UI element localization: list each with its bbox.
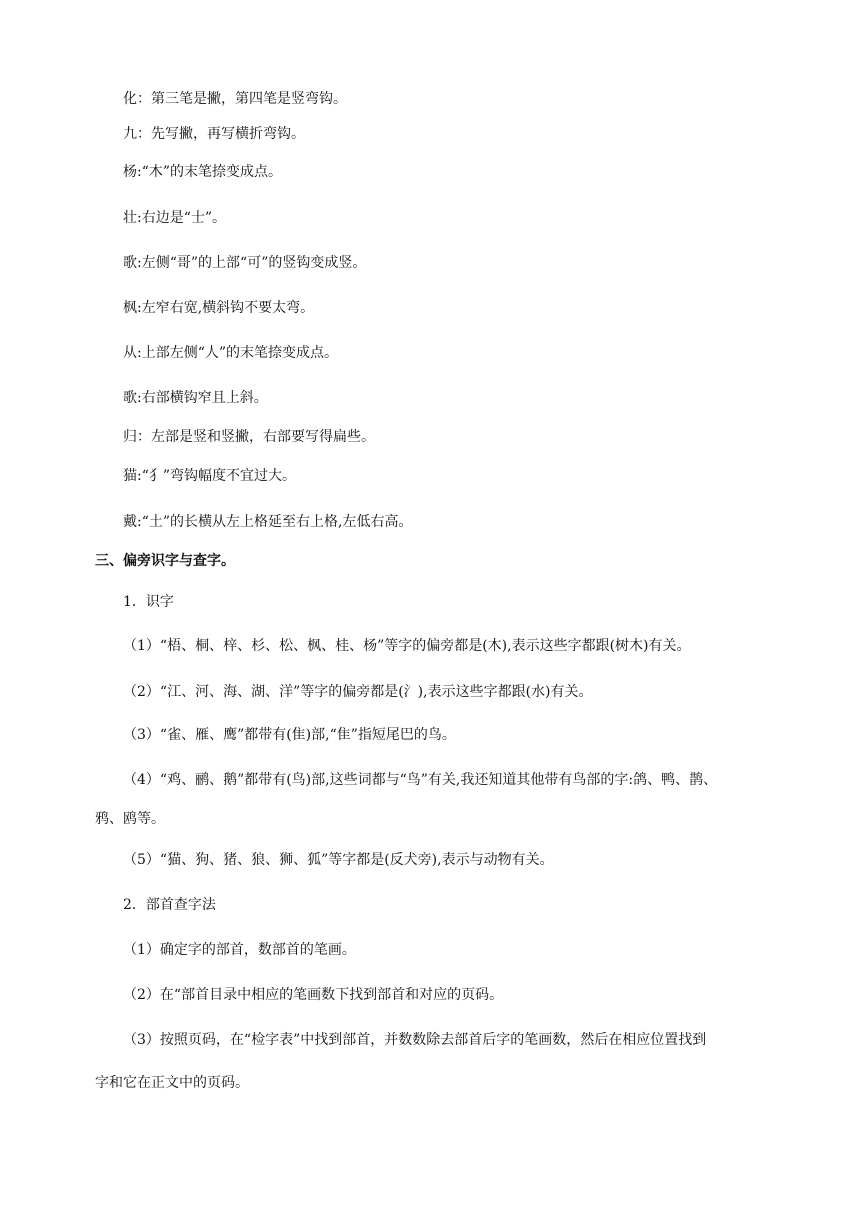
part2-title: 2．部首查字法 [123, 897, 216, 913]
part2-item-3-cont: 字和它在正文中的页码。 [95, 1075, 249, 1091]
note-jiu: 九：先写撇，再写横折弯钩。 [123, 126, 305, 142]
part2-item-3: （3）按照页码，在“检字表”中找到部首，并数数除去部首后字的笔画数，然后在相应位置找到 [123, 1032, 707, 1048]
note-gui: 归：左部是竖和竖撇，右部要写得扁些。 [123, 429, 375, 445]
note-ge-left: 歌:左侧“哥”的上部“可”的竖钩变成竖。 [123, 255, 367, 271]
part2-item-1: （1）确定字的部首，数部首的笔画。 [123, 942, 356, 958]
note-ge-right: 歌:右部横钩窄且上斜。 [123, 390, 268, 406]
note-yang: 杨:“木”的末笔捺变成点。 [123, 164, 283, 180]
part1-item-4-cont: 鸦、鸥等。 [95, 811, 165, 827]
note-zhuang: 壮:右边是“士”。 [123, 210, 227, 226]
part1-item-5: （5）“猫、狗、猪、狼、狮、狐”等字都是(反犬旁),表示与动物有关。 [123, 852, 554, 868]
note-feng: 枫:左窄右宽,横斜钩不要太弯。 [123, 300, 315, 316]
note-dai: 戴:“土”的长横从左上格延至右上格,左低右高。 [123, 514, 413, 530]
part1-item-1: （1）“梧、桐、梓、杉、松、枫、桂、杨”等字的偏旁都是(木),表示这些字都跟(树木)有关。 [123, 638, 691, 654]
note-cong: 从:上部左侧“人”的末笔捺变成点。 [123, 345, 339, 361]
note-mao: 猫:“犭”弯钩幅度不宜过大。 [123, 468, 297, 484]
part1-item-4: （4）“鸡、鹂、鹅”都带有(鸟)部,这些词都与“鸟”有关,我还知道其他带有鸟部的字:鸽、鸭、鹊、 [123, 772, 718, 788]
part2-item-2: （2）在“部首目录中相应的笔画数下找到部首和对应的页码。 [123, 987, 504, 1003]
part1-item-2: （2）“江、河、海、湖、洋”等字的偏旁都是(氵),表示这些字都跟(水)有关。 [123, 684, 593, 700]
note-hua: 化：第三笔是撇，第四笔是竖弯钩。 [123, 91, 347, 107]
section-three-heading: 三、偏旁识字与查字。 [95, 553, 235, 569]
part1-item-3: （3）“雀、雁、鹰”都带有(隹)部,“隹”指短尾巴的鸟。 [123, 727, 456, 743]
part1-title: 1．识字 [123, 594, 174, 610]
